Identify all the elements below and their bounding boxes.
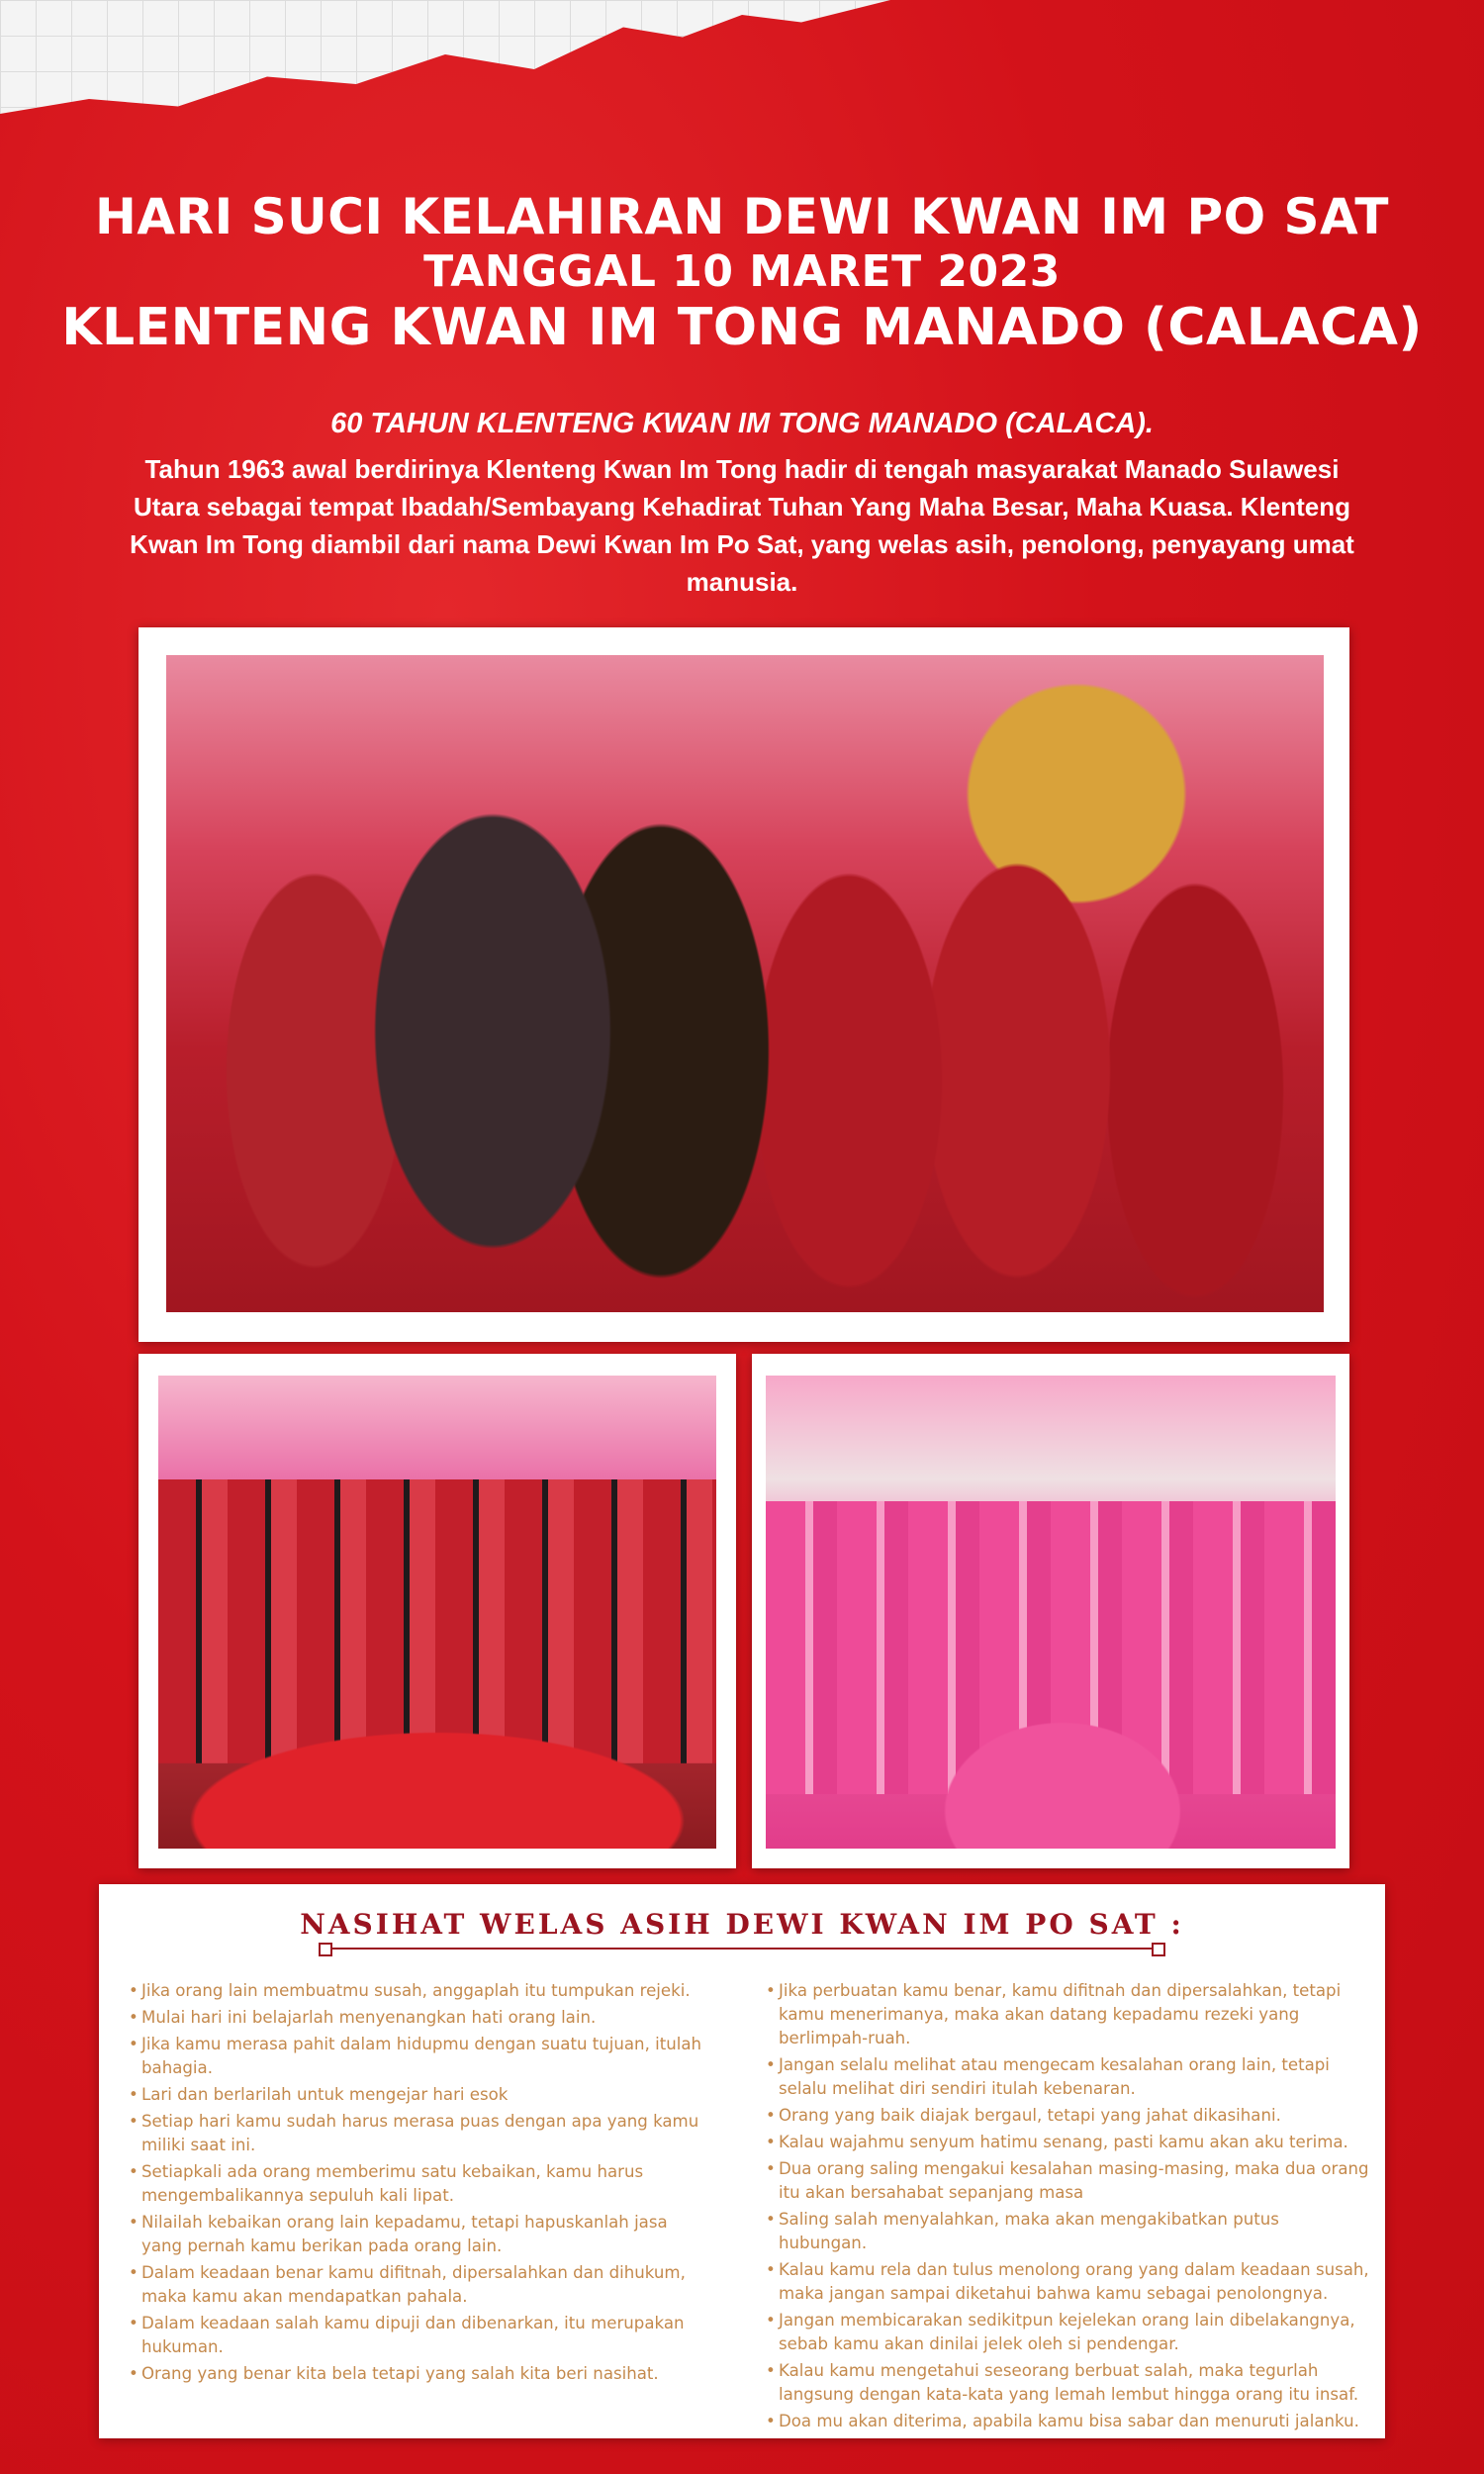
list-item: • Jika perbuatan kamu benar, kamu difitnah dan dipersalahkan, tetapi kamu menerimanya, maka akan datang kepadamu rezeki yang berlimpah-ruah. xyxy=(766,1979,1369,2050)
group-photo-main xyxy=(166,655,1324,1312)
intro-section xyxy=(129,408,1355,601)
right-photo-frame xyxy=(752,1354,1349,1868)
advice-panel xyxy=(99,1884,1385,2438)
list-item: • Setiapkali ada orang memberimu satu kebaikan, kamu harus mengembalikannya sepuluh kali lipat. xyxy=(129,2160,712,2208)
title-line-3: KLENTENG KWAN IM TONG MANADO (CALACA) xyxy=(61,297,1423,357)
left-photo-frame xyxy=(139,1354,736,1868)
main-photo-frame xyxy=(139,627,1349,1342)
intro-body: Tahun 1963 awal berdirinya Klenteng Kwan Im Tong hadir di tengah masyarakat Manado Sulawesi Utara sebagai tempat Ibadah/Sembayang Kehadirat Tuhan Yang Maha Besar, Maha Kuasa. Klenteng Kwan Im Tong diambil dari nama Dewi Kwan Im Po Sat, yang welas asih, penolong, penyayang umat manusia. xyxy=(130,454,1354,597)
list-item: • Dalam keadaan benar kamu difitnah, dipersalahkan dan dihukum, maka kamu akan mendapatkan pahala. xyxy=(129,2261,712,2309)
divider-end-right xyxy=(1152,1943,1165,1956)
list-item: • Kalau kamu mengetahui seseorang berbuat salah, maka tegurlah langsung dengan kata-kata yang lemah lembut hingga orang itu insaf. xyxy=(766,2359,1369,2407)
list-item: • Saling salah menyalahkan, maka akan mengakibatkan putus hubungan. xyxy=(766,2208,1369,2255)
list-item: • Orang yang baik diajak bergaul, tetapi yang jahat dikasihani. xyxy=(766,2104,1369,2128)
group-photo-pink-outfits xyxy=(766,1376,1336,1849)
poster-header xyxy=(0,188,1484,358)
title-line-1: HARI SUCI KELAHIRAN DEWI KWAN IM PO SAT xyxy=(95,188,1389,245)
title-divider xyxy=(319,1942,1165,1955)
list-item: • Jika kamu merasa pahit dalam hidupmu dengan suatu tujuan, itulah bahagia. xyxy=(129,2033,712,2080)
intro-heading: 60 TAHUN KLENTENG KWAN IM TONG MANADO (CALACA). xyxy=(330,408,1154,439)
list-item: • Nilailah kebaikan orang lain kepadamu, tetapi hapuskanlah jasa yang pernah kamu berikan pada orang lain. xyxy=(129,2211,712,2258)
list-item: • Jika orang lain membuatmu susah, anggaplah itu tumpukan rejeki. xyxy=(129,1979,712,2003)
list-item: • Dua orang saling mengakui kesalahan masing-masing, maka dua orang itu akan bersahabat sepanjang masa xyxy=(766,2157,1369,2205)
list-item: • Setiap hari kamu sudah harus merasa puas dengan apa yang kamu miliki saat ini. xyxy=(129,2110,712,2157)
advice-list-left xyxy=(129,1979,712,2389)
divider-end-left xyxy=(319,1943,332,1956)
list-item: • Kalau kamu rela dan tulus menolong orang yang dalam keadaan susah, maka jangan sampai diketahui bahwa kamu sebagai penolongnya. xyxy=(766,2258,1369,2306)
list-item: • Mulai hari ini belajarlah menyenangkan hati orang lain. xyxy=(129,2006,712,2030)
list-item: • Dalam keadaan salah kamu dipuji dan dibenarkan, itu merupakan hukuman. xyxy=(129,2312,712,2359)
divider-line xyxy=(328,1948,1156,1950)
list-item: • Jangan selalu melihat atau mengecam kesalahan orang lain, tetapi selalu melihat diri sendiri itulah kebenaran. xyxy=(766,2053,1369,2101)
group-photo-red-carpet xyxy=(158,1376,716,1849)
list-item: • Lari dan berlarilah untuk mengejar hari esok xyxy=(129,2083,712,2107)
advice-title: NASIHAT WELAS ASIH DEWI KWAN IM PO SAT : xyxy=(300,1908,1184,1941)
list-item: • Doa mu akan diterima, apabila kamu bisa sabar dan menuruti jalanku. xyxy=(766,2410,1369,2433)
list-item: • Jangan membicarakan sedikitpun kejelekan orang lain dibelakangnya, sebab kamu akan dinilai jelek oleh si pendengar. xyxy=(766,2309,1369,2356)
list-item: • Orang yang benar kita bela tetapi yang salah kita beri nasihat. xyxy=(129,2362,712,2386)
title-line-2: TANGGAL 10 MARET 2023 xyxy=(423,246,1061,297)
list-item: • Kalau wajahmu senyum hatimu senang, pasti kamu akan aku terima. xyxy=(766,2131,1369,2154)
advice-list-right xyxy=(766,1979,1369,2436)
